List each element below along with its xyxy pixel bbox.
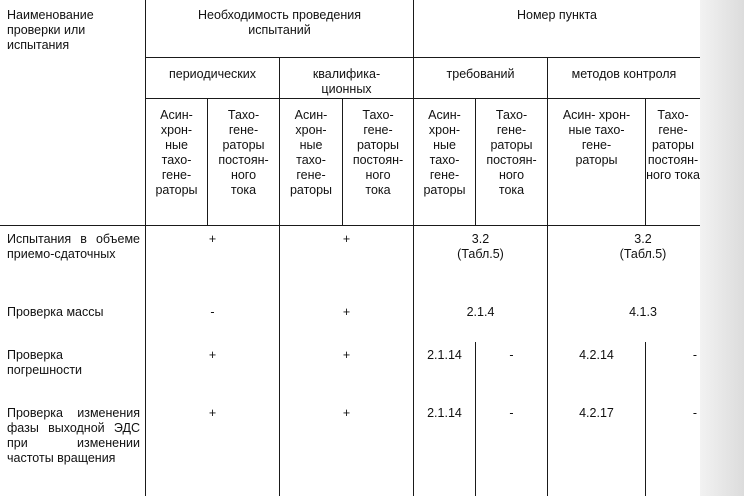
header-requirements: требований xyxy=(446,67,515,81)
subheader-async: Асин- хрон- ные тахо- гене- раторы xyxy=(423,108,466,197)
row-name: Проверка массы xyxy=(7,305,104,319)
subheader-dc: Тахо- гене- раторы постоян- ного тока xyxy=(646,108,700,182)
cell-req-async: 2.1.14 xyxy=(427,348,462,362)
header-control-methods: методов контроля xyxy=(571,67,677,81)
cell-periodic: + xyxy=(208,348,217,362)
subheader-dc: Тахо- гене- раторы постоян- ного тока xyxy=(486,108,537,197)
subheader-async: Асин- хрон- ные тахо- гене- раторы xyxy=(562,108,631,167)
cell-periodic: + xyxy=(208,232,217,246)
header-qualification: квалифика- ционных xyxy=(312,67,381,96)
cell-meth-async: 4.2.14 xyxy=(579,348,614,362)
cell-periodic: + xyxy=(208,406,217,420)
header-necessity: Необходимость проведения испытаний xyxy=(198,8,361,37)
rule xyxy=(645,342,646,496)
subheader-async: Асин- хрон- ные тахо- гене- раторы xyxy=(289,108,333,197)
row-name: Испытания в объеме приемо-сдаточных xyxy=(7,232,140,261)
rule xyxy=(145,57,700,58)
header-name-col: Наименование проверки или испытания xyxy=(7,8,94,52)
cell-req-async: 2.1.14 xyxy=(427,406,462,420)
subheader-dc: Тахо- гене- раторы постоян- ного тока xyxy=(218,108,269,197)
cell-periodic: - xyxy=(210,305,215,319)
cell-qualification: + xyxy=(342,348,351,362)
subheader-async: Асин- хрон- ные тахо- гене- раторы xyxy=(155,108,198,197)
rule xyxy=(0,225,700,226)
cell-qualification: + xyxy=(342,305,351,319)
row-name: Проверка изменения фазы выходной ЭДС при изменении частоты вращения xyxy=(7,406,140,465)
cell-requirements: 2.1.4 xyxy=(466,305,495,319)
cell-qualification: + xyxy=(342,406,351,420)
cell-req-dc: - xyxy=(509,348,514,362)
cell-qualification: + xyxy=(342,232,351,246)
row-name: Проверка погрешности xyxy=(7,348,83,377)
cell-meth-dc: - xyxy=(692,406,698,420)
header-periodic: периодических xyxy=(168,67,257,81)
cell-meth-dc: - xyxy=(692,348,698,362)
subheader-dc: Тахо- гене- раторы постоян- ного тока xyxy=(352,108,404,197)
header-clause-number: Номер пункта xyxy=(516,8,598,22)
rule xyxy=(145,98,700,99)
cell-meth-async: 4.2.17 xyxy=(579,406,614,420)
cell-requirements: 3.2 (Табл.5) xyxy=(457,232,504,261)
cell-methods: 4.1.3 xyxy=(629,305,657,319)
cell-req-dc: - xyxy=(509,406,514,420)
cell-methods: 3.2 (Табл.5) xyxy=(619,232,667,261)
